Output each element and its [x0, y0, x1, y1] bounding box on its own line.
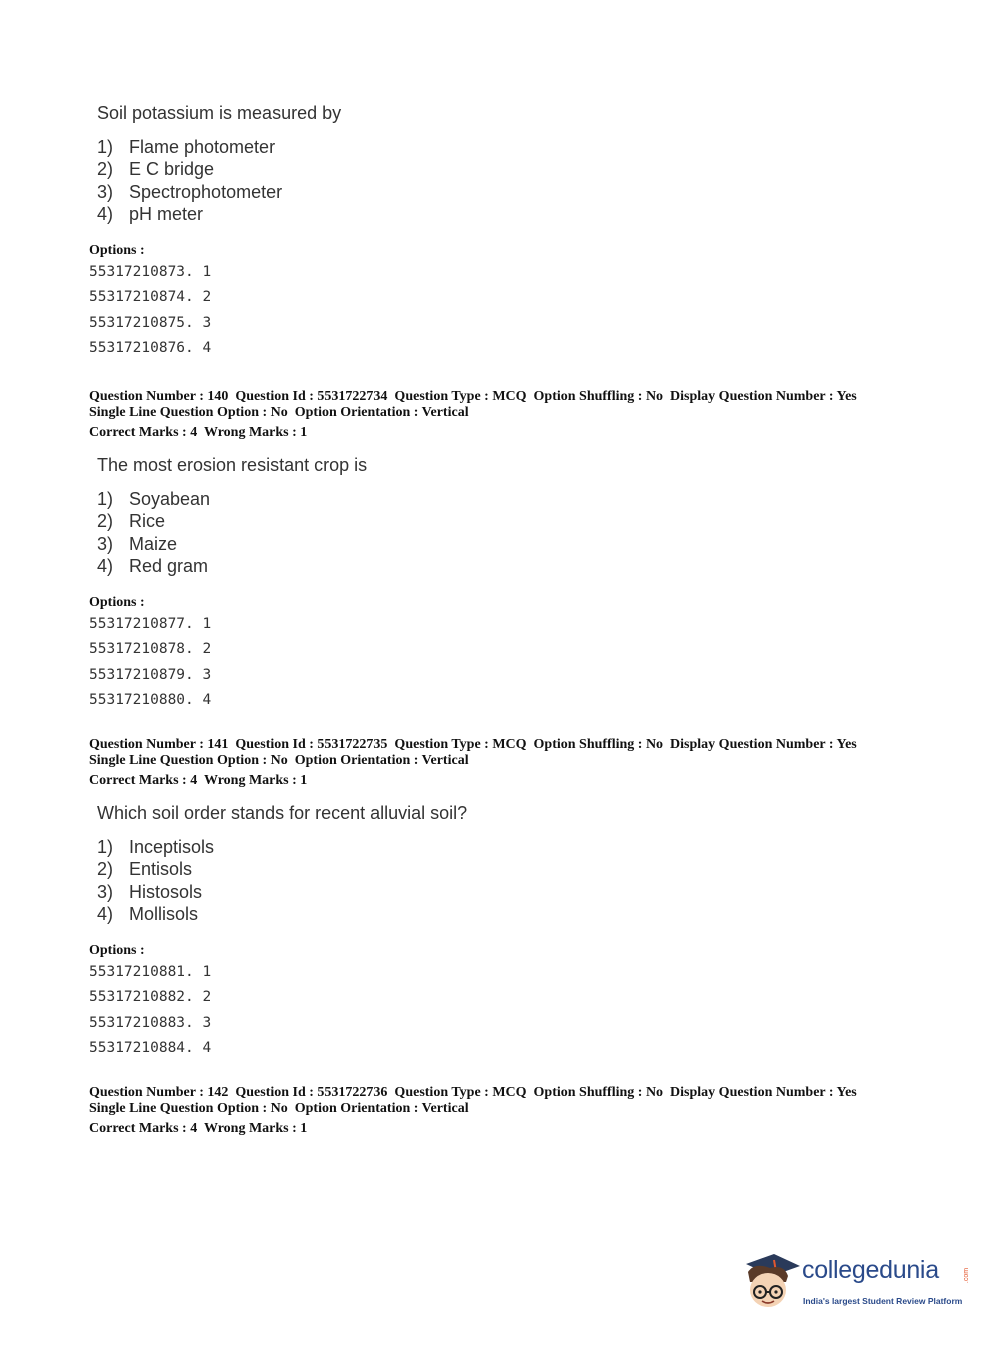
- question-meta: Question Number : 141 Question Id : 5531722735 Question Type : MCQ Option Shuffling : No Display Question Number : Yes: [89, 737, 857, 752]
- choice-item: 1) Flame photometer: [97, 137, 276, 157]
- marks-line: Correct Marks : 4 Wrong Marks : 1: [89, 1121, 308, 1136]
- choice-item: 4) Red gram: [97, 555, 209, 576]
- question-meta: Single Line Question Option : No Option Orientation : Vertical: [89, 405, 469, 420]
- question-text: Which soil order stands for recent alluvial soil?: [97, 803, 468, 823]
- logo-domain: .com: [963, 1267, 971, 1284]
- marks-line: Correct Marks : 4 Wrong Marks : 1: [89, 773, 308, 788]
- choice-item: 4) pH meter: [97, 203, 204, 224]
- choice-item: 4) Mollisols: [97, 903, 199, 924]
- choice-item: 3) Spectrophotometer: [97, 181, 283, 202]
- option-id: 55317210879. 3: [89, 666, 212, 683]
- choice-list: [97, 836, 909, 925]
- option-id: 55317210877. 1: [89, 616, 212, 633]
- option-id: 55317210876. 4: [89, 339, 212, 356]
- question-142: [89, 1085, 909, 1137]
- logo-name: collegedunia: [802, 1256, 939, 1284]
- option-id: 55317210875. 3: [89, 314, 212, 331]
- student-mascot-icon: [740, 1250, 802, 1312]
- option-id: 55317210878. 2: [89, 641, 212, 658]
- logo-tagline: India's largest Student Review Platform: [803, 1296, 963, 1306]
- collegedunia-logo: [740, 1250, 970, 1312]
- options-heading: Options :: [89, 595, 145, 611]
- question-meta: Single Line Question Option : No Option Orientation : Vertical: [89, 1101, 469, 1116]
- option-id: 55317210883. 3: [89, 1014, 212, 1031]
- choice-item: 2) Rice: [97, 511, 166, 532]
- choice-item: 3) Maize: [97, 533, 178, 554]
- choice-item: 1) Inceptisols: [97, 837, 215, 857]
- choice-item: 2) Entisols: [97, 859, 193, 880]
- option-id: 55317210882. 2: [89, 989, 212, 1006]
- choice-list: [97, 488, 909, 577]
- choice-item: 2) E C bridge: [97, 159, 215, 180]
- option-id: 55317210874. 2: [89, 289, 212, 306]
- option-id: 55317210873. 1: [89, 264, 212, 281]
- question-meta: Question Number : 142 Question Id : 5531722736 Question Type : MCQ Option Shuffling : No Display Question Number : Yes: [89, 1085, 857, 1100]
- choice-list: [97, 136, 909, 225]
- question-text: The most erosion resistant crop is: [97, 455, 368, 475]
- option-id: 55317210881. 1: [89, 964, 212, 981]
- choice-item: 3) Histosols: [97, 881, 203, 902]
- question-141: [89, 737, 909, 1061]
- marks-line: Correct Marks : 4 Wrong Marks : 1: [89, 425, 308, 440]
- question-139: [89, 102, 909, 361]
- choice-item: 1) Soyabean: [97, 489, 211, 509]
- option-id: 55317210884. 4: [89, 1039, 212, 1056]
- question-140: [89, 389, 909, 713]
- option-id: 55317210880. 4: [89, 691, 212, 708]
- question-meta: Question Number : 140 Question Id : 5531722734 Question Type : MCQ Option Shuffling : No Display Question Number : Yes: [89, 389, 857, 404]
- question-text: Soil potassium is measured by: [97, 103, 342, 123]
- question-meta: Single Line Question Option : No Option Orientation : Vertical: [89, 753, 469, 768]
- options-heading: Options :: [89, 243, 145, 259]
- options-heading: Options :: [89, 943, 145, 959]
